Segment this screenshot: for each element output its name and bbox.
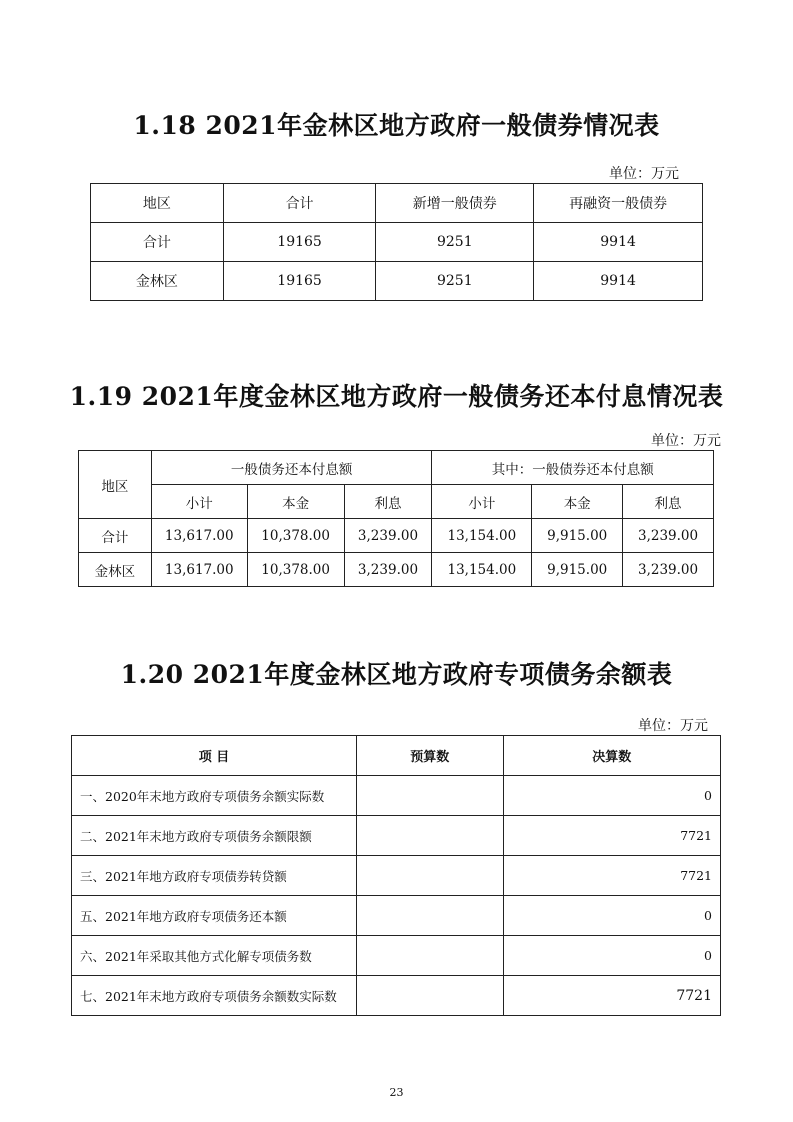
table-cell: 0: [503, 896, 720, 936]
table-119-subheader-cell: 小计: [151, 485, 247, 519]
table-120-header-cell: 项 目: [72, 736, 357, 776]
table-119-group1-header: 一般债务还本付息额: [151, 451, 432, 485]
table-118-row: [91, 223, 703, 262]
table-119-subheader-cell: 本金: [247, 485, 344, 519]
table-120: [71, 735, 721, 1016]
table-118-row: [91, 262, 703, 301]
table-cell: 三、2021年地方政府专项债券转贷额: [72, 856, 357, 896]
table-120-row: [72, 976, 721, 1016]
table-cell: 13,617.00: [151, 519, 247, 553]
table-118-header-cell: 合计: [223, 184, 376, 223]
table-cell: 0: [503, 776, 720, 816]
table-119-header-row: [79, 451, 714, 485]
table-119-subheader-cell: 利息: [344, 485, 432, 519]
table-cell: 合计: [79, 519, 152, 553]
table-cell: 7721: [503, 816, 720, 856]
table-cell: [356, 896, 503, 936]
table-cell: [356, 816, 503, 856]
table-cell: 19165: [223, 223, 376, 262]
table-120-row: [72, 816, 721, 856]
table-cell: 9,915.00: [532, 519, 623, 553]
table-cell: 一、2020年末地方政府专项债务余额实际数: [72, 776, 357, 816]
table-119-subheader-cell: 利息: [623, 485, 714, 519]
table-118: [90, 183, 703, 301]
table-cell: 19165: [223, 262, 376, 301]
table-cell: 金林区: [79, 553, 152, 587]
table-cell: 7721: [503, 856, 720, 896]
table-118-header-row: [91, 184, 703, 223]
table-cell: 二、2021年末地方政府专项债务余额限额: [72, 816, 357, 856]
table-119: [78, 450, 714, 587]
table-120-row: [72, 896, 721, 936]
table-cell: [356, 776, 503, 816]
page-number: 23: [389, 1086, 404, 1099]
table-cell: 10,378.00: [247, 519, 344, 553]
table-cell: 9914: [534, 262, 703, 301]
table-120-row: [72, 856, 721, 896]
table-cell: 13,617.00: [151, 553, 247, 587]
section-118-unit: 单位：万元: [609, 166, 679, 182]
table-cell: [356, 976, 503, 1016]
table-cell: 9,915.00: [532, 553, 623, 587]
table-cell: 9251: [376, 262, 534, 301]
table-cell: 金林区: [91, 262, 224, 301]
table-cell: 3,239.00: [623, 519, 714, 553]
table-120-header-row: [72, 736, 721, 776]
table-118-header-cell: 新增一般债券: [376, 184, 534, 223]
table-cell: 7721: [503, 976, 720, 1016]
section-119-title: 1.19 2021年度金林区地方政府一般债务还本付息情况表: [69, 382, 724, 411]
table-cell: 六、2021年采取其他方式化解专项债务数: [72, 936, 357, 976]
section-120-unit: 单位：万元: [638, 718, 708, 734]
table-120-row: [72, 776, 721, 816]
table-120-header-cell: 预算数: [356, 736, 503, 776]
section-119-unit: 单位：万元: [651, 433, 721, 449]
table-cell: 9251: [376, 223, 534, 262]
table-cell: 3,239.00: [344, 519, 432, 553]
table-cell: 七、2021年末地方政府专项债务余额数实际数: [72, 976, 357, 1016]
table-119-subheader-row: [79, 485, 714, 519]
section-120-title: 1.20 2021年度金林区地方政府专项债务余额表: [120, 660, 673, 689]
table-119-subheader-cell: 小计: [432, 485, 532, 519]
table-cell: 13,154.00: [432, 519, 532, 553]
table-cell: 13,154.00: [432, 553, 532, 587]
table-cell: 合计: [91, 223, 224, 262]
table-cell: 3,239.00: [344, 553, 432, 587]
table-119-row: [79, 553, 714, 587]
table-cell: [356, 856, 503, 896]
section-118-title: 1.18 2021年金林区地方政府一般债券情况表: [133, 111, 660, 140]
table-119-row: [79, 519, 714, 553]
table-cell: 3,239.00: [623, 553, 714, 587]
table-cell: 10,378.00: [247, 553, 344, 587]
table-cell: 五、2021年地方政府专项债务还本额: [72, 896, 357, 936]
table-cell: 9914: [534, 223, 703, 262]
table-cell: [356, 936, 503, 976]
table-120-header-cell: 决算数: [503, 736, 720, 776]
table-119-subheader-cell: 本金: [532, 485, 623, 519]
table-cell: 0: [503, 936, 720, 976]
table-120-row: [72, 936, 721, 976]
table-118-header-cell: 再融资一般债券: [534, 184, 703, 223]
table-118-header-cell: 地区: [91, 184, 224, 223]
table-119-group2-header: 其中：一般债券还本付息额: [432, 451, 714, 485]
table-119-region-header: 地区: [79, 451, 152, 519]
